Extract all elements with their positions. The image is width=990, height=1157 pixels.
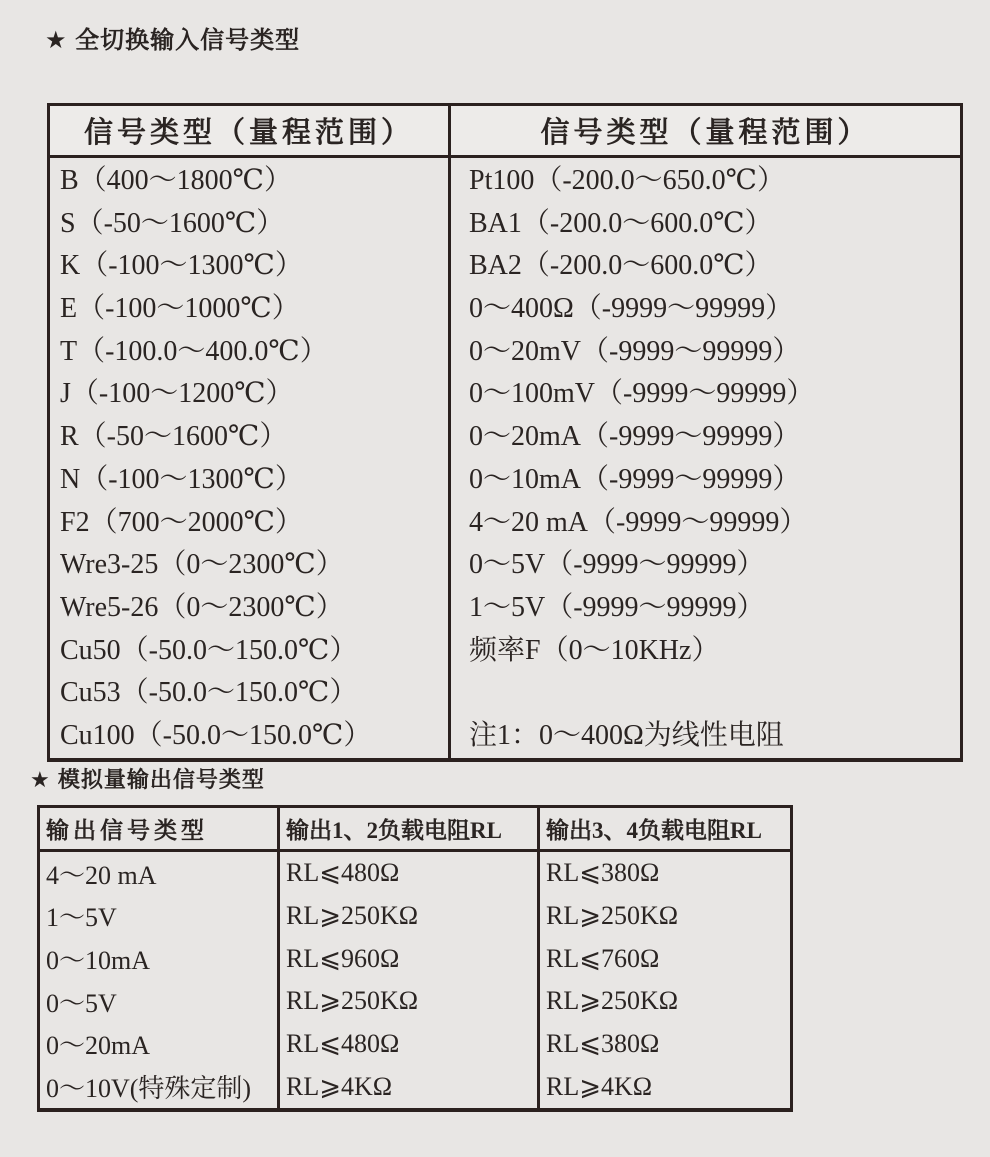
output-type-cell: 1～5V <box>40 895 280 938</box>
signal-range-item: 频率F（0～10KHz） <box>469 634 720 666</box>
load-resistance-12-cell: RL⩽480Ω <box>280 852 540 895</box>
signal-range-item: Pt100（-200.0～650.0℃） <box>469 165 785 196</box>
signal-range-item: 0～20mA（-9999～99999） <box>469 421 801 453</box>
load-resistance-12-cell: RL⩽480Ω <box>280 1023 540 1066</box>
signal-range-item: T（-100.0～400.0℃） <box>60 335 328 367</box>
load-resistance-12-cell: RL⩾250KΩ <box>280 895 540 938</box>
signal-range-item: Wre3-25（0～2300℃） <box>60 549 344 581</box>
output-type-cell: 0～5V <box>40 980 280 1023</box>
input-table-left-column <box>50 158 451 758</box>
load-resistance-34-cell: RL⩽380Ω <box>546 858 660 888</box>
input-signal-table <box>47 103 963 762</box>
output-table-header-rl12: 输出1、2负载电阻RL <box>280 808 540 852</box>
load-resistance-12-cell: RL⩾250KΩ <box>280 980 540 1023</box>
signal-range-item: BA1（-200.0～600.0℃） <box>469 207 773 239</box>
signal-range-item: B（400～1800℃） <box>60 165 292 196</box>
signal-range-item: S（-50～1600℃） <box>60 207 285 239</box>
section-title-output-signals: ★ 模拟量输出信号类型 <box>30 767 265 792</box>
linear-resistance-note: 注1：0～400Ω为线性电阻 <box>469 719 784 751</box>
output-signal-table <box>37 805 793 1112</box>
signal-range-item: Cu50（-50.0～150.0℃） <box>60 634 358 666</box>
signal-range-item: BA2（-200.0～600.0℃） <box>469 250 773 282</box>
signal-range-item: E（-100～1000℃） <box>60 293 300 325</box>
input-table-header-left: 信号类型（量程范围） <box>50 106 451 155</box>
input-table-right-column <box>451 158 960 758</box>
signal-range-item: N（-100～1300℃） <box>60 463 303 495</box>
signal-range-item: 0～400Ω（-9999～99999） <box>469 293 794 325</box>
load-resistance-34-cell: RL⩾4KΩ <box>546 1071 653 1101</box>
output-table-header-rl34: 输出3、4负载电阻RL <box>540 808 790 852</box>
signal-range-item: 1～5V（-9999～99999） <box>469 591 765 623</box>
signal-range-item: 0～5V（-9999～99999） <box>469 549 765 581</box>
input-signal-table-header <box>50 106 960 158</box>
load-resistance-34-cell: RL⩽760Ω <box>546 943 660 973</box>
load-resistance-34-cell: RL⩾250KΩ <box>546 900 679 930</box>
signal-range-item: R（-50～1600℃） <box>60 421 288 453</box>
signal-range-item: 4～20 mA（-9999～99999） <box>469 506 808 538</box>
load-resistance-34-cell: RL⩾250KΩ <box>546 986 679 1016</box>
signal-range-item: Cu53（-50.0～150.0℃） <box>60 677 358 709</box>
signal-range-item: Cu100（-50.0～150.0℃） <box>60 719 372 751</box>
output-table-header-type: 输出信号类型 <box>40 808 280 852</box>
section-title-input-signals: ★ 全切换输入信号类型 <box>45 27 301 54</box>
signal-range-item: Wre5-26（0～2300℃） <box>60 591 344 623</box>
signal-range-item: 0～100mV（-9999～99999） <box>469 378 815 410</box>
signal-range-item: 0～10mA（-9999～99999） <box>469 463 801 495</box>
input-table-header-right: 信号类型（量程范围） <box>540 117 871 149</box>
load-resistance-12-cell: RL⩽960Ω <box>280 937 540 980</box>
load-resistance-12-cell: RL⩾4KΩ <box>280 1065 540 1108</box>
output-type-cell: 4～20 mA <box>40 852 280 895</box>
output-type-cell: 0～10mA <box>40 937 280 980</box>
signal-range-item: F2（700～2000℃） <box>60 506 303 538</box>
signal-range-item: 0～20mV（-9999～99999） <box>469 335 801 367</box>
load-resistance-34-cell: RL⩽380Ω <box>546 1028 660 1058</box>
output-type-cell: 0～20mA <box>40 1023 280 1066</box>
input-signal-table-body <box>50 158 960 758</box>
output-type-cell: 0～10V(特殊定制) <box>40 1065 280 1108</box>
signal-range-item: J（-100～1200℃） <box>60 378 294 410</box>
signal-range-item: K（-100～1300℃） <box>60 250 303 282</box>
